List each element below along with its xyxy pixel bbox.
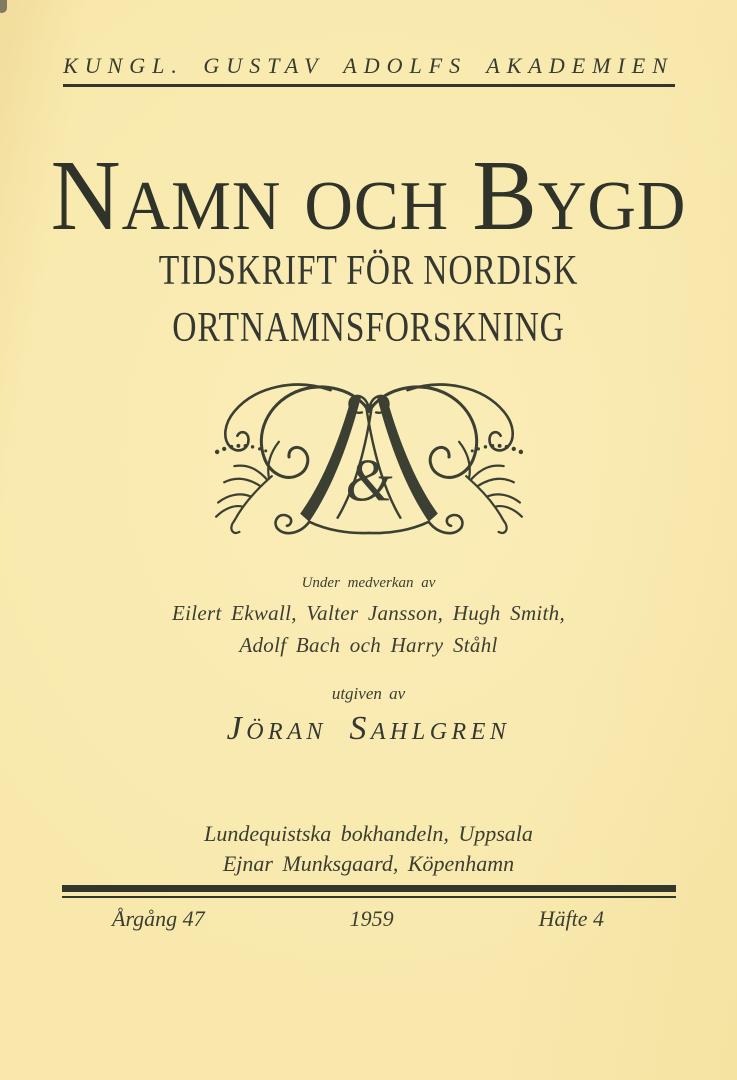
title-rest-ygd: YGD [537,168,687,245]
volume-label: Årgång 47 [112,906,205,931]
contributors-line-1: Eilert Ekwall, Valter Jansson, Hugh Smith, [171,601,566,625]
imprint-line-1: Lundequistska bokhandeln, Uppsala [204,821,533,846]
monogram-ornament-icon [207,383,531,535]
title-rest-amn: AMN [121,168,282,245]
editor-intro: utgiven av [331,684,406,703]
contributors-line-2: Adolf Bach och Harry Ståhl [239,633,498,657]
subtitle-line-2: ORTNAMNSFORSKNING [172,305,565,351]
issue-number-label: Häfte 4 [538,906,604,931]
year-label: 1959 [349,906,394,931]
editor-initial-s: S [349,710,371,747]
editor-rest-oran: ÖRAN [246,719,327,745]
title-initial-n: N [50,139,122,251]
journal-title [15,137,723,253]
subtitle-line-1: TIDSKRIFT FÖR NORDISK [158,248,579,294]
contributors-intro: Under medverkan av [301,575,436,591]
footer-rule-thin [62,896,676,898]
issue-info-row [112,906,604,932]
title-word-och: OCH [304,168,450,245]
editor-initial-j: J [226,710,247,747]
imprint-line-2: Ejnar Munksgaard, Köpenhamn [222,851,515,876]
editor-name [0,709,737,748]
masthead-rule [63,84,675,87]
editor-rest-ahlgren: AHLGREN [370,719,511,745]
footer-rule-thick [62,885,676,892]
publisher-masthead: KUNGL. GUSTAV ADOLFS AKADEMIEN [63,53,674,78]
scan-artifact [0,0,7,13]
monogram-ampersand: & [344,447,393,515]
title-initial-b: B [472,139,538,251]
